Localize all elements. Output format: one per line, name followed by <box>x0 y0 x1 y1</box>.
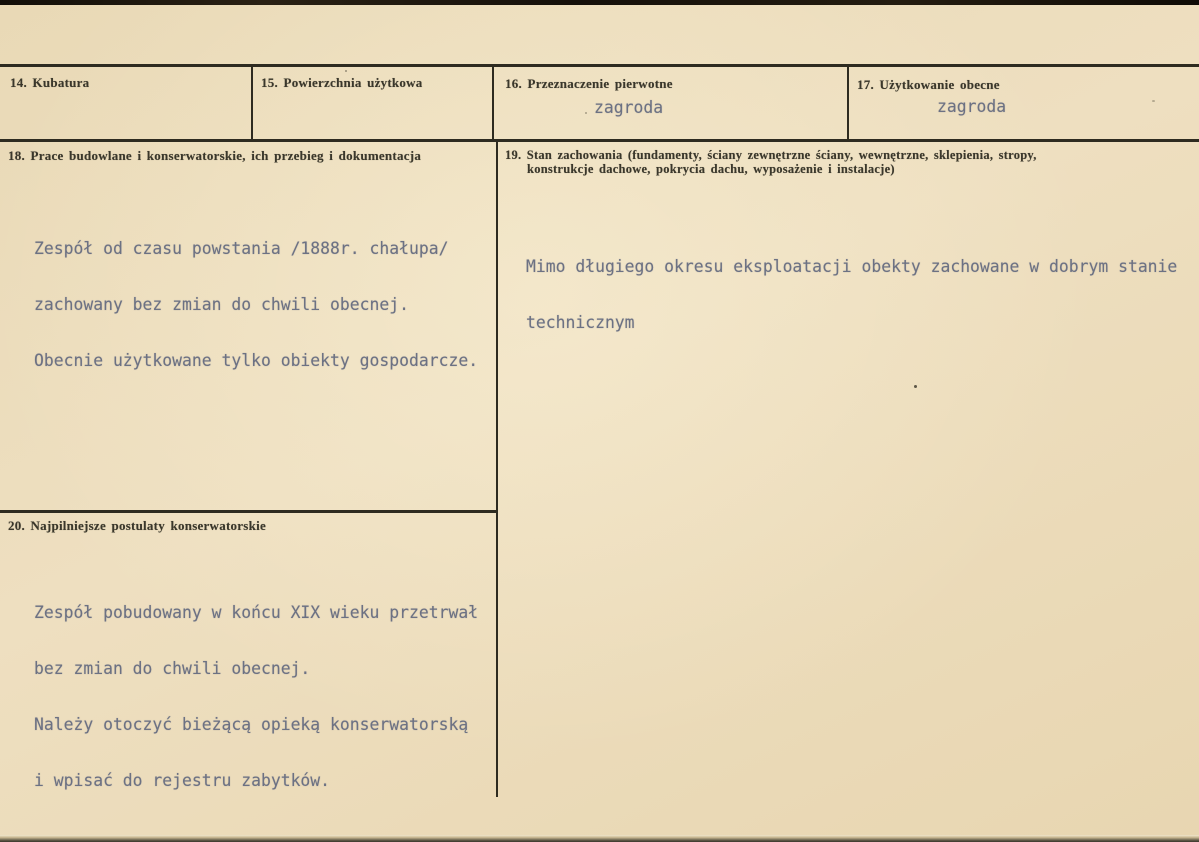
typed-line: i wpisać do rejestru zabytków. <box>34 770 331 790</box>
field-16-label: 16. Przeznaczenie pierwotne <box>505 76 673 91</box>
typed-line: zachowany bez zmian do chwili obecnej. <box>34 294 409 314</box>
rule-header-bottom <box>0 139 1199 142</box>
section-20-text <box>34 567 478 827</box>
rule-header-top <box>0 64 1199 67</box>
divider-f15-f16 <box>492 67 494 139</box>
typed-line: technicznym <box>526 312 635 332</box>
section-19-label-line1: 19. Stan zachowania (fundamenty, ściany zewnętrzne ściany, wewnętrzne, sklepienia, stropy, <box>505 148 1037 162</box>
field-17-label: 17. Użytkowanie obecne <box>857 77 1000 92</box>
divider-f16-f17 <box>847 67 849 139</box>
typed-line: Mimo długiego okresu eksploatacji obekty zachowane w dobrym stanie <box>526 257 1178 277</box>
typed-line: Zespół pobudowany w końcu XIX wieku przetrwał <box>34 603 479 623</box>
scan-edge-top <box>0 0 1199 5</box>
field-17-value: zagroda <box>937 97 1007 116</box>
paper-speck <box>345 70 347 72</box>
typed-line: Obecnie użytkowane tylko obiekty gospodarcze. <box>34 350 479 370</box>
paper-speck <box>914 385 917 388</box>
typed-line: Należy otoczyć bieżącą opieką konserwatorską <box>34 714 469 734</box>
rule-section-20-top <box>0 510 497 513</box>
typed-line: bez zmian do chwili obecnej. <box>34 658 311 678</box>
paper-speck <box>1152 100 1155 102</box>
section-20-label: 20. Najpilniejsze postulaty konserwatorskie <box>8 518 266 533</box>
paper-speck <box>585 112 587 114</box>
divider-f14-f15 <box>251 67 253 139</box>
divider-columns <box>496 142 498 797</box>
field-14-label: 14. Kubatura <box>10 75 90 90</box>
section-19-text <box>526 221 1177 370</box>
scan-edge-bottom <box>0 835 1199 842</box>
typed-line: Zespół od czasu powstania /1888r. chałupa/ <box>34 239 449 259</box>
section-18-text <box>34 203 478 408</box>
field-16-value: zagroda <box>594 98 664 117</box>
field-15-label: 15. Powierzchnia użytkowa <box>261 75 423 90</box>
section-18-label: 18. Prace budowlane i konserwatorskie, ich przebieg i dokumentacja <box>8 148 422 163</box>
section-19-label-line2: konstrukcje dachowe, pokrycia dachu, wyposażenie i instalacje) <box>527 162 895 176</box>
